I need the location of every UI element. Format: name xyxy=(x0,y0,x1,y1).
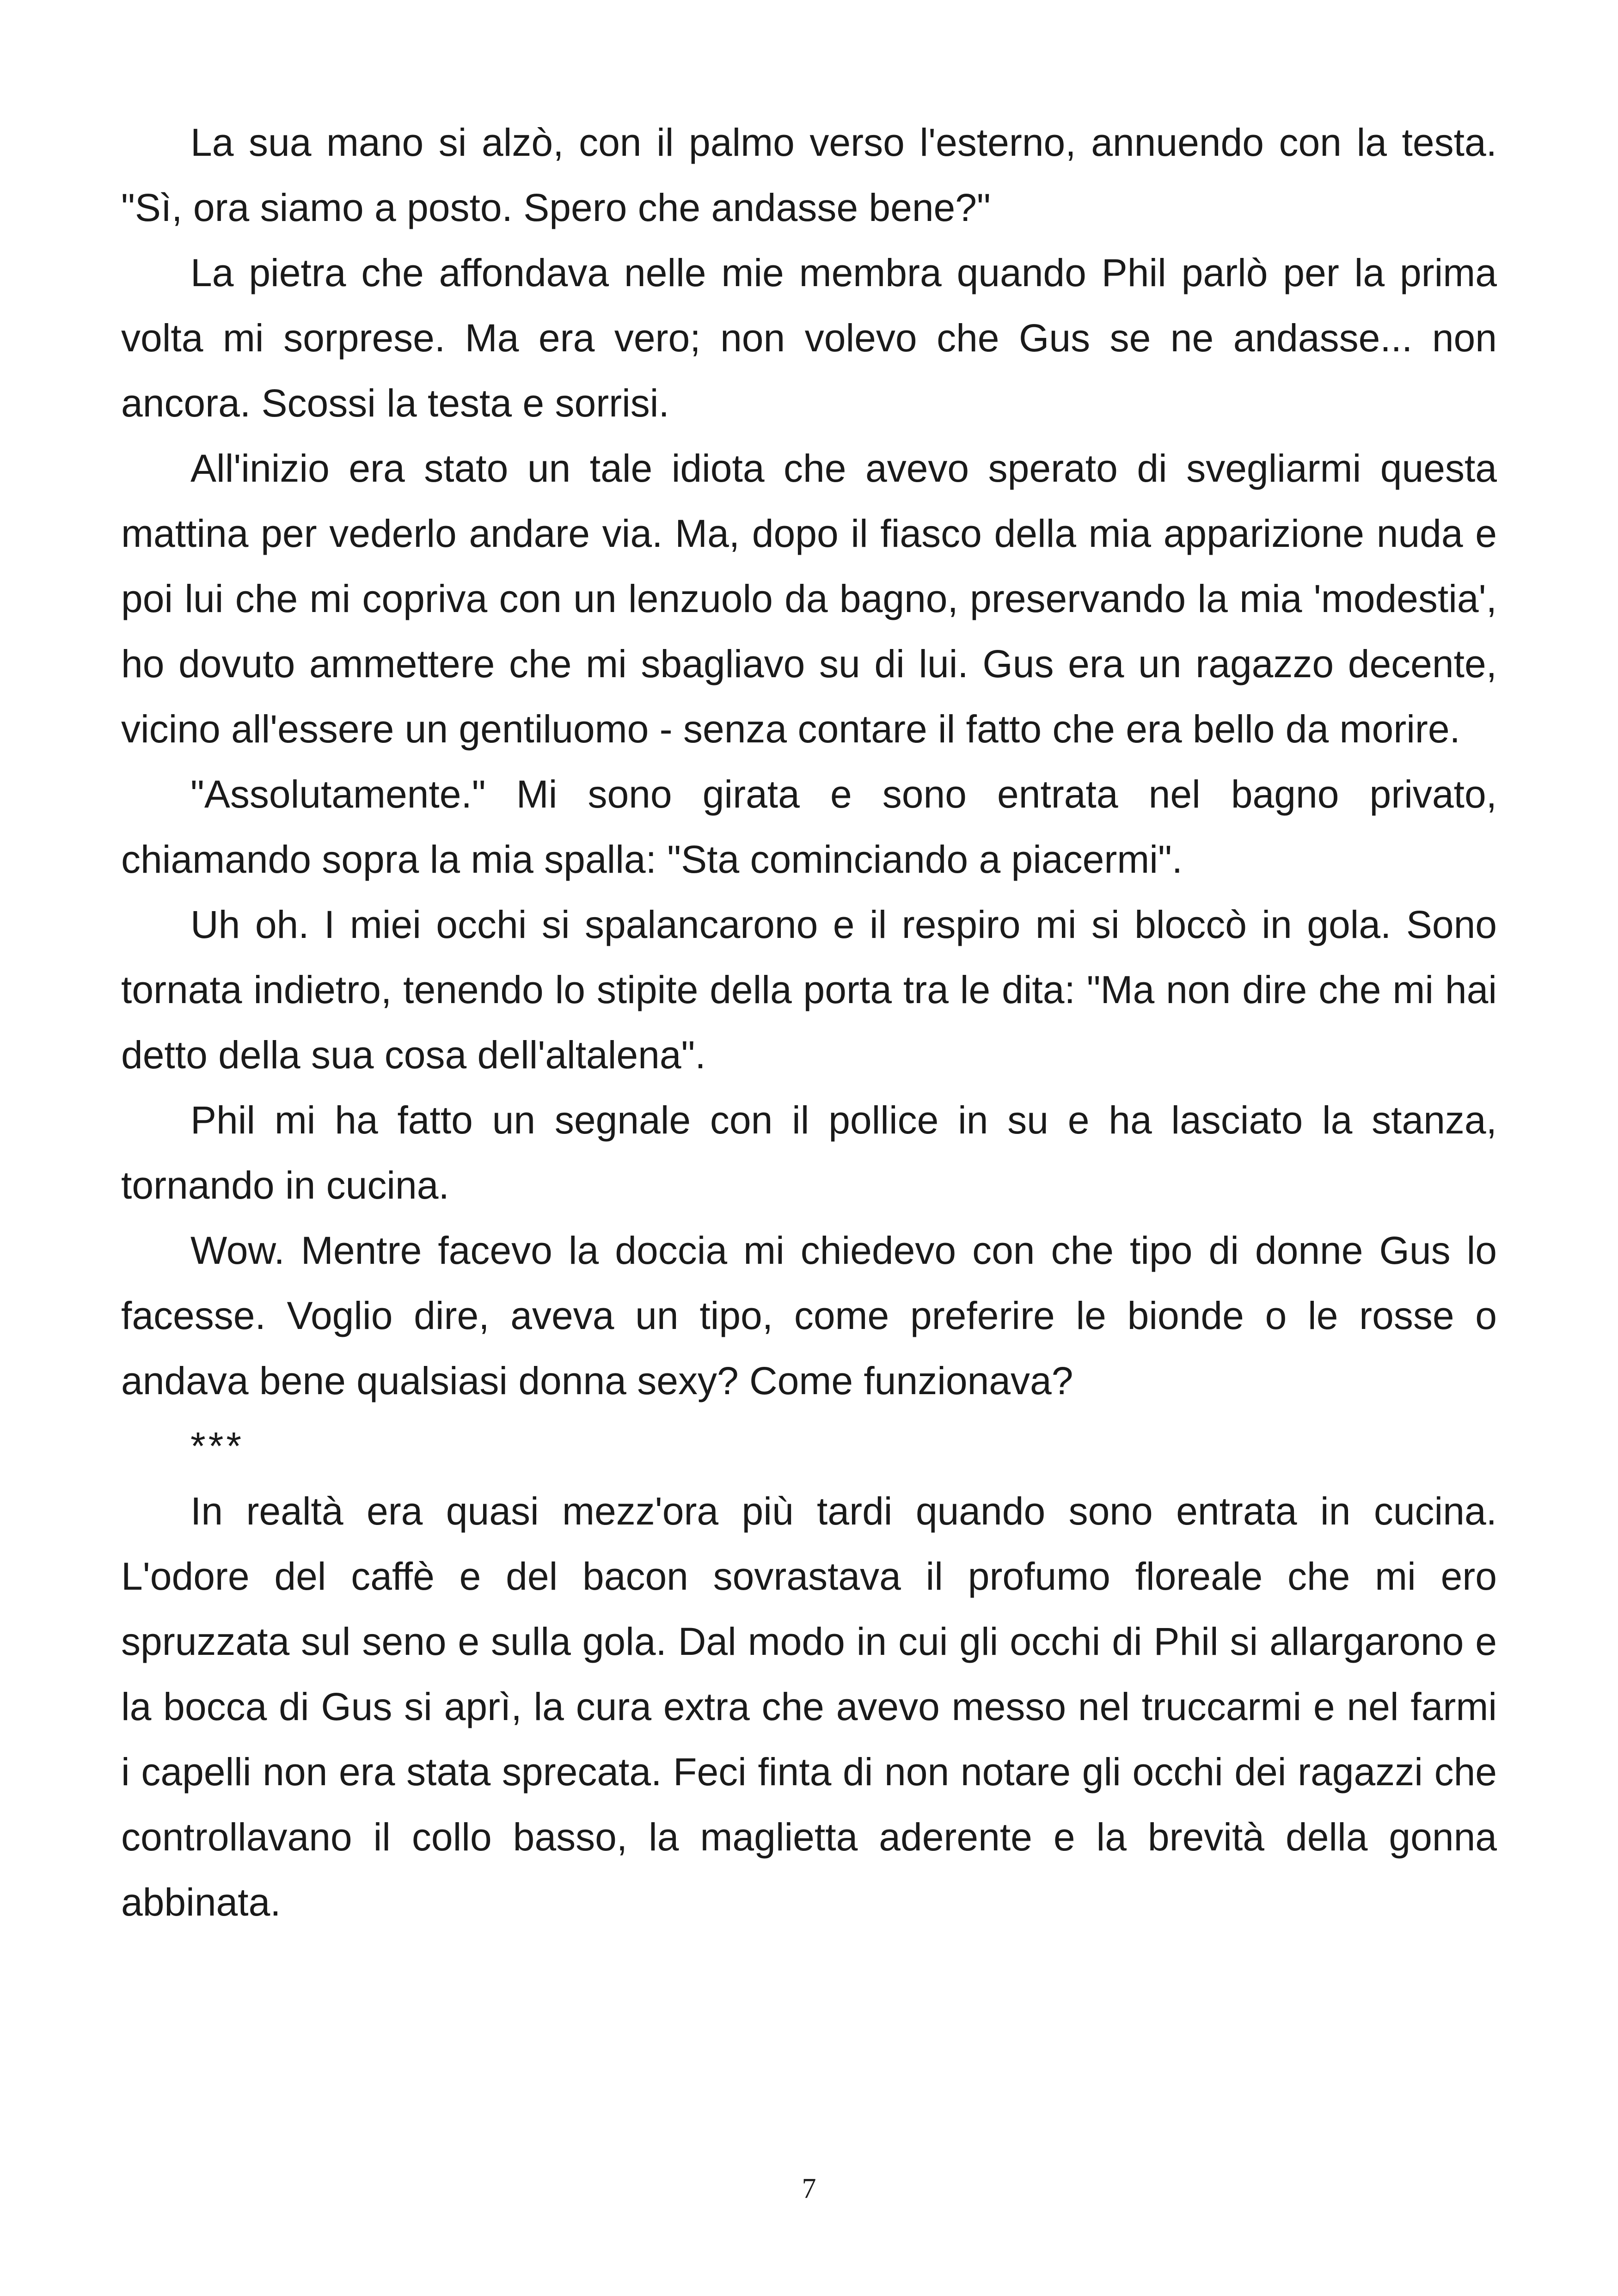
paragraph-8: In realtà era quasi mezz'ora più tardi quando sono entrata in cucina. L'odore del caffè e del bacon sovrastava il profumo floreale che mi ero spruzzata sul seno e sulla gola. Dal modo in cui gli occhi di Phil si allargarono e la bocca di Gus si aprì, la cura extra che avevo messo nel truccarmi e nel farmi i capelli non era stata sprecata. Feci finta di non notare gli occhi dei ragazzi che controllavano il collo basso, la maglietta aderente e la brevità della gonna abbinata. xyxy=(121,1489,1497,1924)
scene-separator: *** xyxy=(190,1424,245,1468)
paragraph-4: "Assolutamente." Mi sono girata e sono entrata nel bagno privato, chiamando sopra la mia spalla: "Sta cominciando a piacermi". xyxy=(121,772,1497,881)
paragraph-2: La pietra che affondava nelle mie membra quando Phil parlò per la prima volta mi sorprese. Ma era vero; non volevo che Gus se ne andasse... non ancora. Scossi la testa e sorrisi. xyxy=(121,251,1497,425)
paragraph-6: Phil mi ha fatto un segnale con il pollice in su e ha lasciato la stanza, tornando in cucina. xyxy=(121,1098,1497,1207)
paragraph-5: Uh oh. I miei occhi si spalancarono e il respiro mi si bloccò in gola. Sono tornata indietro, tenendo lo stipite della porta tra le dita: "Ma non dire che mi hai detto della sua cosa dell'altalena". xyxy=(121,903,1497,1077)
page-number: 7 xyxy=(802,2173,816,2204)
paragraph-7: Wow. Mentre facevo la doccia mi chiedevo con che tipo di donne Gus lo facesse. Voglio dire, aveva un tipo, come preferire le bionde o le rosse o andava bene qualsiasi donna sexy? Come funzionava? xyxy=(121,1229,1497,1402)
paragraph-3: All'inizio era stato un tale idiota che avevo sperato di svegliarmi questa mattina per vederlo andare via. Ma, dopo il fiasco della mia apparizione nuda e poi lui che mi copriva con un lenzuolo da bagno, preservando la mia 'modestia', ho dovuto ammettere che mi sbagliavo su di lui. Gus era un ragazzo decente, vicino all'essere un gentiluomo - senza contare il fatto che era bello da morire. xyxy=(121,447,1497,751)
paragraph-1: La sua mano si alzò, con il palmo verso l'esterno, annuendo con la testa. "Sì, ora siamo a posto. Spero che andasse bene?" xyxy=(121,121,1497,229)
body-text xyxy=(121,110,1497,1935)
